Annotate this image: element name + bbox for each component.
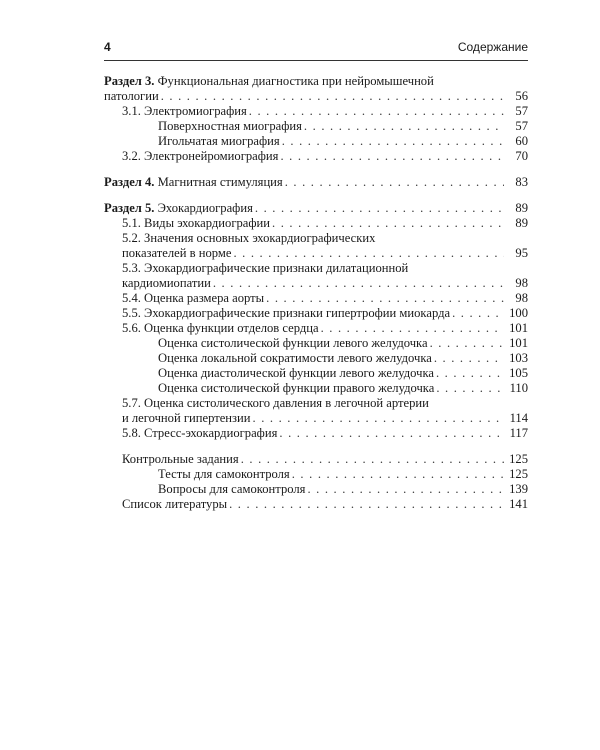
section-label: Раздел 5. — [104, 201, 155, 215]
page-ref: 60 — [515, 134, 528, 148]
dot-leader — [255, 201, 504, 216]
entry-title: Список литературы — [122, 497, 228, 511]
dot-leader — [253, 411, 505, 426]
entry-title: Оценка локальной сократимости левого желудочка — [158, 351, 432, 365]
page-ref: 125 — [509, 452, 528, 466]
entry-title: 5.7. Оценка систолического давления в легочной артерии — [122, 396, 429, 410]
page-ref: 139 — [509, 482, 528, 496]
dot-leader — [434, 351, 504, 366]
dot-leader — [241, 452, 504, 467]
entry-title: 3.2. Электронейромиография — [122, 149, 279, 163]
page-ref: 103 — [509, 351, 528, 365]
page-ref: 57 — [515, 104, 528, 118]
page-ref: 101 — [509, 321, 528, 335]
toc-entry-references[interactable] — [104, 497, 528, 512]
entry-title-cont: и легочной гипертензии — [122, 411, 251, 425]
dot-leader — [280, 149, 504, 164]
toc-entry-3-2[interactable] — [104, 149, 528, 164]
toc-entry-5-6-c[interactable] — [104, 366, 528, 381]
page-ref: 57 — [515, 119, 528, 133]
toc-entry-5-7[interactable] — [104, 396, 528, 426]
table-of-contents — [104, 74, 528, 512]
dot-leader — [282, 134, 504, 149]
page-ref: 70 — [515, 149, 528, 163]
toc-entry-5-6-b[interactable] — [104, 351, 528, 366]
page-ref: 117 — [509, 426, 528, 440]
page-number: 4 — [104, 40, 111, 54]
section-title: Эхокардиография — [157, 201, 253, 215]
entry-title: 5.5. Эхокардиографические признаки гипертрофии миокарда — [122, 306, 451, 320]
dot-leader — [233, 246, 504, 261]
section-title: Магнитная стимуляция — [157, 175, 283, 189]
entry-title: Оценка систолической функции правого желудочка — [158, 381, 435, 395]
page-ref: 110 — [509, 381, 528, 395]
toc-entry-5-2[interactable] — [104, 231, 528, 261]
dot-leader — [452, 306, 504, 321]
toc-entry-5-6-a[interactable] — [104, 336, 528, 351]
section-title-cont: патологии — [104, 89, 159, 103]
dot-leader — [430, 336, 504, 351]
entry-title: Игольчатая миография — [158, 134, 280, 148]
section-label: Раздел 4. — [104, 175, 155, 189]
page-ref: 89 — [515, 201, 528, 215]
header-rule — [104, 60, 528, 61]
running-title: Содержание — [457, 40, 528, 54]
page-ref: 101 — [509, 336, 528, 350]
toc-entry-self-tests[interactable] — [104, 467, 528, 482]
toc-entry-3-1-b[interactable] — [104, 134, 528, 149]
dot-leader — [249, 104, 504, 119]
page-ref: 89 — [515, 216, 528, 230]
page-ref: 100 — [509, 306, 528, 320]
toc-entry-section-5[interactable] — [104, 201, 528, 216]
toc-entry-control-tasks[interactable] — [104, 452, 528, 467]
page-ref: 114 — [509, 411, 528, 425]
dot-leader — [279, 426, 504, 441]
entry-title: Вопросы для самоконтроля — [158, 482, 306, 496]
entry-title: 5.2. Значения основных эхокардиографических — [122, 231, 376, 245]
toc-entry-5-6-d[interactable] — [104, 381, 528, 396]
running-header — [104, 40, 528, 54]
dot-leader — [436, 366, 504, 381]
page-ref: 98 — [515, 276, 528, 290]
toc-entry-5-4[interactable] — [104, 291, 528, 306]
entry-title: 5.8. Стресс-эхокардиография — [122, 426, 278, 440]
entry-title-cont: кардиомиопатии — [122, 276, 211, 290]
dot-leader — [304, 119, 504, 134]
entry-title-cont: показателей в норме — [122, 246, 232, 260]
toc-entry-section-4[interactable] — [104, 175, 528, 190]
entry-title: Контрольные задания — [122, 452, 239, 466]
toc-entry-5-8[interactable] — [104, 426, 528, 441]
entry-title: 5.4. Оценка размера аорты — [122, 291, 265, 305]
dot-leader — [161, 89, 504, 104]
toc-entry-3-1-a[interactable] — [104, 119, 528, 134]
dot-leader — [266, 291, 504, 306]
page-ref: 98 — [515, 291, 528, 305]
toc-entry-self-questions[interactable] — [104, 482, 528, 497]
page-ref: 56 — [515, 89, 528, 103]
page-ref: 125 — [509, 467, 528, 481]
page-ref: 141 — [509, 497, 528, 511]
dot-leader — [307, 482, 504, 497]
entry-title: 5.1. Виды эхокардиографии — [122, 216, 271, 230]
section-title: Функциональная диагностика при нейромышечной — [157, 74, 434, 88]
toc-entry-5-6[interactable] — [104, 321, 528, 336]
dot-leader — [229, 497, 504, 512]
section-label: Раздел 3. — [104, 74, 155, 88]
dot-leader — [272, 216, 504, 231]
toc-entry-3-1[interactable] — [104, 104, 528, 119]
toc-entry-section-3[interactable] — [104, 74, 528, 104]
dot-leader — [285, 175, 504, 190]
page-ref: 105 — [509, 366, 528, 380]
page-ref: 83 — [515, 175, 528, 189]
toc-entry-5-1[interactable] — [104, 216, 528, 231]
entry-title: Оценка диастолической функции левого желудочка — [158, 366, 434, 380]
toc-entry-5-5[interactable] — [104, 306, 528, 321]
entry-title: Тесты для самоконтроля — [158, 467, 290, 481]
dot-leader — [321, 321, 504, 336]
dot-leader — [436, 381, 504, 396]
entry-title: Оценка систолической функции левого желудочка — [158, 336, 428, 350]
entry-title: 3.1. Электромиография — [122, 104, 247, 118]
entry-title: 5.6. Оценка функции отделов сердца — [122, 321, 319, 335]
page-ref: 95 — [515, 246, 528, 260]
entry-title: Поверхностная миография — [158, 119, 302, 133]
dot-leader — [292, 467, 504, 482]
dot-leader — [213, 276, 504, 291]
entry-title: 5.3. Эхокардиографические признаки дилатационной — [122, 261, 409, 275]
toc-entry-5-3[interactable] — [104, 261, 528, 291]
